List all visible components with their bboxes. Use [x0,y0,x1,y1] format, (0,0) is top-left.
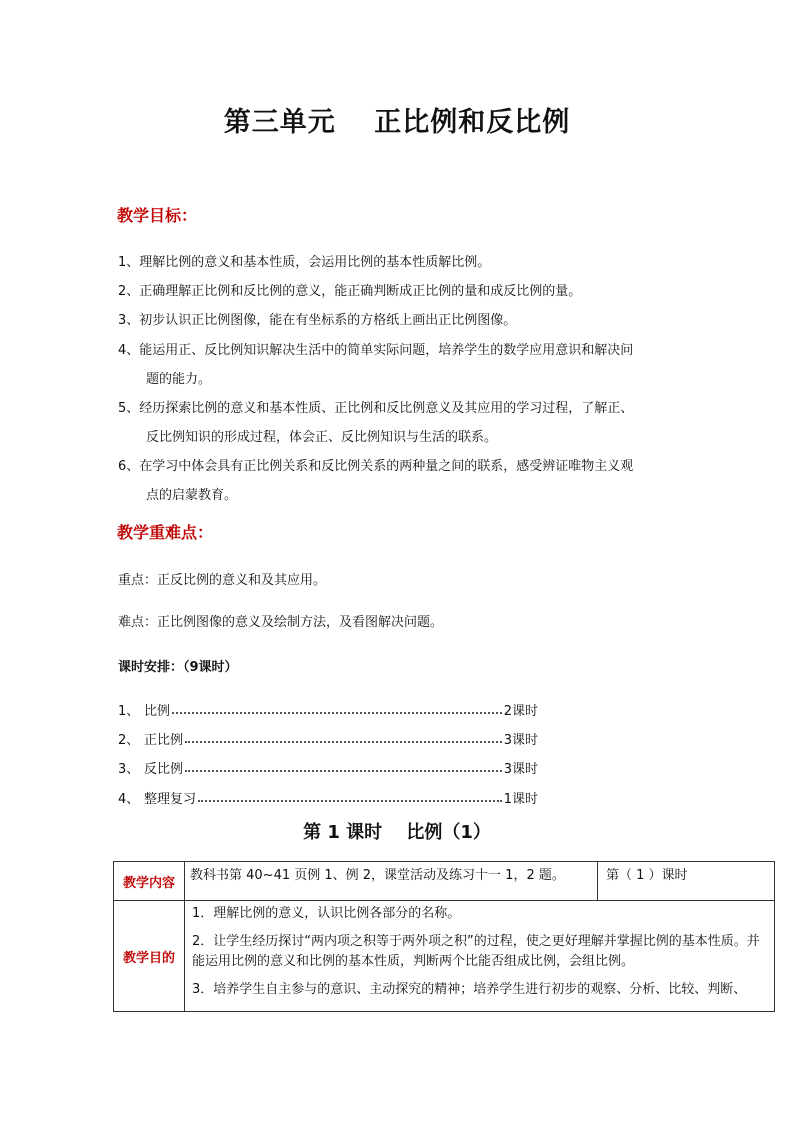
objective-6 [118,458,633,476]
schedule-row [118,788,538,806]
objective-2 [118,283,581,301]
dot-leader [198,799,502,802]
goal-item: 1．理解比例的意义，认识比例各部分的名称。 [192,906,461,921]
content-cell: 教科书第 40~41 页例 1、例 2，课堂活动及练习十一 1，2 题。 [185,862,598,901]
goal-label: 教学目的 [114,901,185,1012]
dot-leader [172,711,502,714]
table-row [114,862,775,901]
schedule-name: 整理复习 [144,791,197,807]
objective-4-cont: 题的能力。 [146,372,212,387]
objective-5-cont: 反比例知识的形成过程，体会正、反比例知识与生活的联系。 [146,430,498,445]
schedule-time: 3课时 [503,732,538,748]
schedule-number: 3、 [118,761,140,777]
unit-title: 第三单元 正比例和反比例 [223,107,571,138]
objective-4 [118,342,633,360]
objective-text: 在学习中体会具有正比例关系和反比例关系的两种量之间的联系，感受辨证唯物主义观 [139,459,634,474]
objective-number: 1、 [118,255,140,270]
objective-1 [118,254,490,272]
objectives-heading: 教学目标： [117,206,198,225]
objective-number: 3、 [118,313,140,328]
key-point-focus: 重点：正反比例的意义和及其应用。 [118,573,327,588]
schedule-name: 比例 [144,703,171,719]
schedule-row [118,700,538,718]
content-label: 教学内容 [114,862,185,901]
objective-5 [118,400,633,418]
key-point-difficulty: 难点：正比例图像的意义及绘制方法，及看图解决问题。 [118,615,444,630]
objective-number: 4、 [118,343,140,358]
objective-number: 5、 [118,401,140,416]
objective-6-cont: 点的启蒙教育。 [146,488,238,503]
schedule-name: 正比例 [144,732,184,748]
objective-text: 初步认识正比例图像，能在有坐标系的方格纸上画出正比例图像。 [139,313,517,328]
objective-number: 6、 [118,459,140,474]
schedule-heading: 课时安排：（9课时） [118,660,238,675]
schedule-number: 2、 [118,732,140,748]
objective-text: 正确理解正比例和反比例的意义，能正确判断成正比例的量和成反比例的量。 [139,284,582,299]
goal-item: 3．培养学生自主参与的意识、主动探究的精神；培养学生进行初步的观察、分析、比较、判断、 [192,982,747,997]
lesson-title: 第 1 课时 比例（1） [303,822,491,843]
schedule-number: 4、 [118,791,140,807]
lesson-plan-table [113,861,775,1012]
objective-text: 经历探索比例的意义和基本性质、正比例和反比例意义及其应用的学习过程，了解正、 [139,401,634,416]
schedule-number: 1、 [118,703,140,719]
goal-item: 2．让学生经历探讨“两内项之积等于两外项之积”的过程，使之更好理解并掌握比例的基本性质。并能运用比例的意义和比例的基本性质，判断两个比能否组成比例，会组比例。 [192,934,760,969]
schedule-row [118,729,538,747]
objective-3 [118,312,516,330]
objective-text: 理解比例的意义和基本性质，会运用比例的基本性质解比例。 [139,255,491,270]
table-row [114,901,775,1012]
objective-number: 2、 [118,284,140,299]
key-points-heading: 教学重难点： [117,523,214,542]
schedule-time: 1课时 [503,791,538,807]
period-cell: 第（ 1 ）课时 [598,862,775,901]
schedule-time: 3课时 [503,761,538,777]
goal-cell [185,901,775,1012]
schedule-name: 反比例 [144,761,184,777]
objective-text: 能运用正、反比例知识解决生活中的简单实际问题，培养学生的数学应用意识和解决问 [139,343,634,358]
dot-leader [185,769,502,772]
schedule-row [118,758,538,776]
dot-leader [185,740,502,743]
schedule-time: 2课时 [503,703,538,719]
